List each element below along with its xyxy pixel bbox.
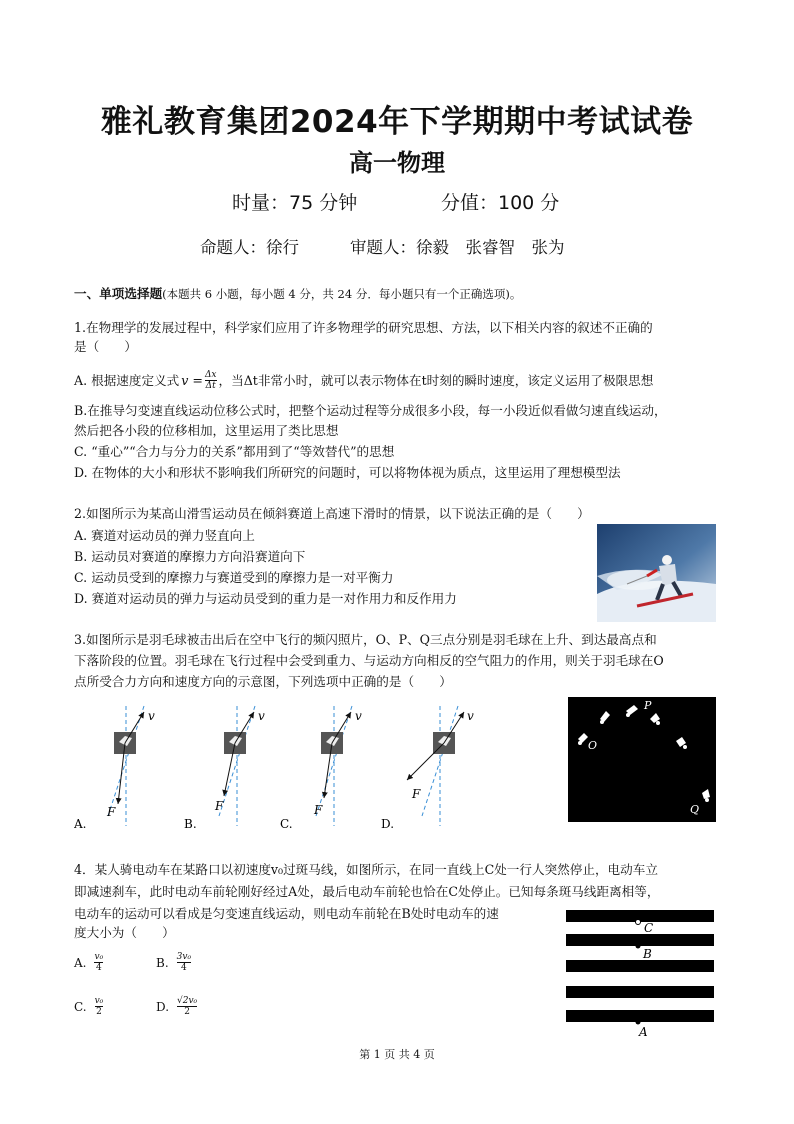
q2-stem: 2.如图所示为某高山滑雪运动员在倾斜赛道上高速下滑时的情景，以下说法正确的是（ ） (74, 506, 590, 521)
section-note: (本题共 6 小题，每小题 4 分，共 24 分．每小题只有一个正确选项)。 (162, 287, 522, 301)
q3-option-diagrams (74, 698, 534, 836)
q4-a-numerator: v₀ (94, 952, 104, 962)
exam-subject: 高一物理 (349, 149, 445, 177)
q4-stem-line1: 4．某人骑电动车在某路口以初速度v₀过斑马线，如图所示，在同一直线上C处一行人突然停止，电动车立 (74, 862, 658, 877)
q1-option-b-line1: B.在推导匀变速直线运动位移公式时，把整个运动过程等分成很多小段，每一小段近似看做匀速直线运动， (74, 403, 667, 418)
q3-a-f-label: F (107, 805, 116, 819)
q4-stem-line2: 即减速刹车，此时电动车前轮刚好经过A处，最后电动车前轮也恰在C处停止。已知每条斑马线距离相等， (74, 884, 660, 899)
q4-d-fraction (177, 996, 197, 1017)
q4-a-denominator: 4 (95, 963, 102, 973)
q1-a-suffix: ，当Δt非常小时，就可以表示物体在t时刻的瞬时速度，该定义运用了极限思想 (218, 373, 654, 388)
q1-a-formula-v: v = (181, 373, 203, 388)
q3-c-f-label: F (314, 803, 323, 817)
q4-b-fraction (177, 952, 191, 973)
q3-b-v-label: v (258, 709, 265, 723)
q4-b-denominator: 4 (180, 963, 187, 973)
exam-title: 雅礼教育集团2024年下学期期中考试试卷 (100, 104, 694, 140)
point-c-marker (636, 920, 641, 925)
zebra-stripe (566, 960, 714, 972)
point-a-label: A (639, 1025, 648, 1039)
zebra-stripe (566, 986, 714, 998)
q3-flash-photo (568, 697, 716, 822)
q3-diagram-a (74, 706, 155, 831)
photo-label-o: O (588, 739, 598, 752)
q3-a-v-label: v (148, 709, 155, 723)
q2-option-b: B. 运动员对赛道的摩擦力方向沿赛道向下 (74, 549, 306, 564)
q4-d-denominator: 2 (184, 1007, 190, 1017)
exam-score: 分值：100 分 (441, 192, 560, 214)
q3-option-d-label: D. (381, 817, 395, 831)
q1-option-b-line2: 然后把各小段的位移相加，这里运用了类比思想 (74, 423, 339, 438)
q3-stem-line2: 下落阶段的位置。羽毛球在飞行过程中会受到重力、与运动方向相反的空气阻力的作用，则关于羽毛球在O (74, 653, 664, 668)
point-a-marker (636, 1020, 641, 1025)
q1-option-a (74, 370, 653, 391)
q1-stem-line2: 是（ ） (74, 339, 137, 354)
exam-time: 时量：75 分钟 (232, 192, 358, 214)
q3-d-v-label: v (467, 709, 474, 723)
q3-diagram-b (184, 706, 265, 831)
q3-stem-line1: 3.如图所示是羽毛球被击出后在空中飞行的频闪照片，O、P、Q三点分别是羽毛球在上升、到达最高点和 (74, 632, 657, 647)
page-footer: 第 1 页 共 4 页 (359, 1048, 435, 1061)
q4-c-label: C. (74, 999, 87, 1014)
q1-stem-line1: 1.在物理学的发展过程中，科学家们应用了许多物理学的研究思想、方法，以下相关内容的叙述不正确的 (74, 320, 653, 335)
q3-diagram-d (381, 706, 474, 831)
q4-a-fraction (94, 952, 103, 973)
exam-reviewers: 审题人：徐毅 张睿智 张为 (350, 238, 565, 257)
q3-option-b-label: B. (184, 817, 197, 831)
zebra-stripe (566, 1010, 714, 1022)
q3-option-c-label: C. (280, 817, 293, 831)
q1-option-d: D. 在物体的大小和形状不影响我们所研究的问题时，可以将物体视为质点，这里运用了理想模型法 (74, 465, 621, 480)
point-b-marker (636, 944, 641, 949)
q4-b-numerator: 3v₀ (176, 952, 192, 962)
q4-c-numerator: v₀ (94, 996, 104, 1006)
exam-author: 命题人：徐行 (200, 238, 299, 257)
section-title: 一、单项选择题 (74, 286, 163, 301)
q4-stem-line3: 电动车的运动可以看成是匀变速直线运动，则电动车前轮在B处时电动车的速 (74, 906, 499, 921)
q1-a-numerator: Δx (204, 370, 217, 380)
skier-photo (597, 524, 716, 622)
zebra-crossing-diagram (566, 908, 716, 1040)
q2-option-c: C. 运动员受到的摩擦力与赛道受到的摩擦力是一对平衡力 (74, 570, 394, 585)
q4-c-denominator: 2 (96, 1007, 102, 1017)
q4-d-numerator: √2v₀ (177, 996, 198, 1006)
q4-option-c (74, 996, 103, 1017)
q1-option-c: C. “重心”“合力与分力的关系”都用到了“等效替代”的思想 (74, 444, 395, 459)
q2-option-d: D. 赛道对运动员的弹力与运动员受到的重力是一对作用力和反作用力 (74, 591, 457, 606)
q4-stem-line4: 度大小为（ ） (74, 925, 175, 940)
q3-b-f-label: F (215, 799, 224, 813)
point-b-label: B (643, 947, 652, 961)
point-c-label: C (644, 921, 654, 935)
section-heading (74, 283, 521, 302)
q3-c-v-label: v (355, 709, 362, 723)
q3-d-f-label: F (412, 787, 421, 801)
q1-a-denominator: Δt (205, 381, 216, 391)
q4-option-a (74, 952, 103, 973)
q4-c-fraction (95, 996, 104, 1017)
photo-label-q: Q (690, 803, 700, 816)
q4-d-label: D. (156, 999, 170, 1014)
q3-stem-line3: 点所受合力方向和速度方向的示意图，下列选项中正确的是（ ） (74, 674, 452, 689)
q3-option-a-label: A. (74, 817, 87, 831)
q4-option-b (156, 952, 191, 973)
photo-label-p: P (644, 699, 652, 712)
zebra-stripe (566, 934, 714, 946)
q4-b-label: B. (156, 955, 169, 970)
q1-a-prefix: A. 根据速度定义式 (74, 373, 180, 388)
q2-option-a: A. 赛道对运动员的弹力竖直向上 (74, 528, 255, 543)
q1-a-fraction (205, 370, 217, 391)
q3-diagram-c (280, 706, 362, 831)
q4-a-label: A. (74, 955, 87, 970)
q4-option-d (156, 996, 197, 1017)
